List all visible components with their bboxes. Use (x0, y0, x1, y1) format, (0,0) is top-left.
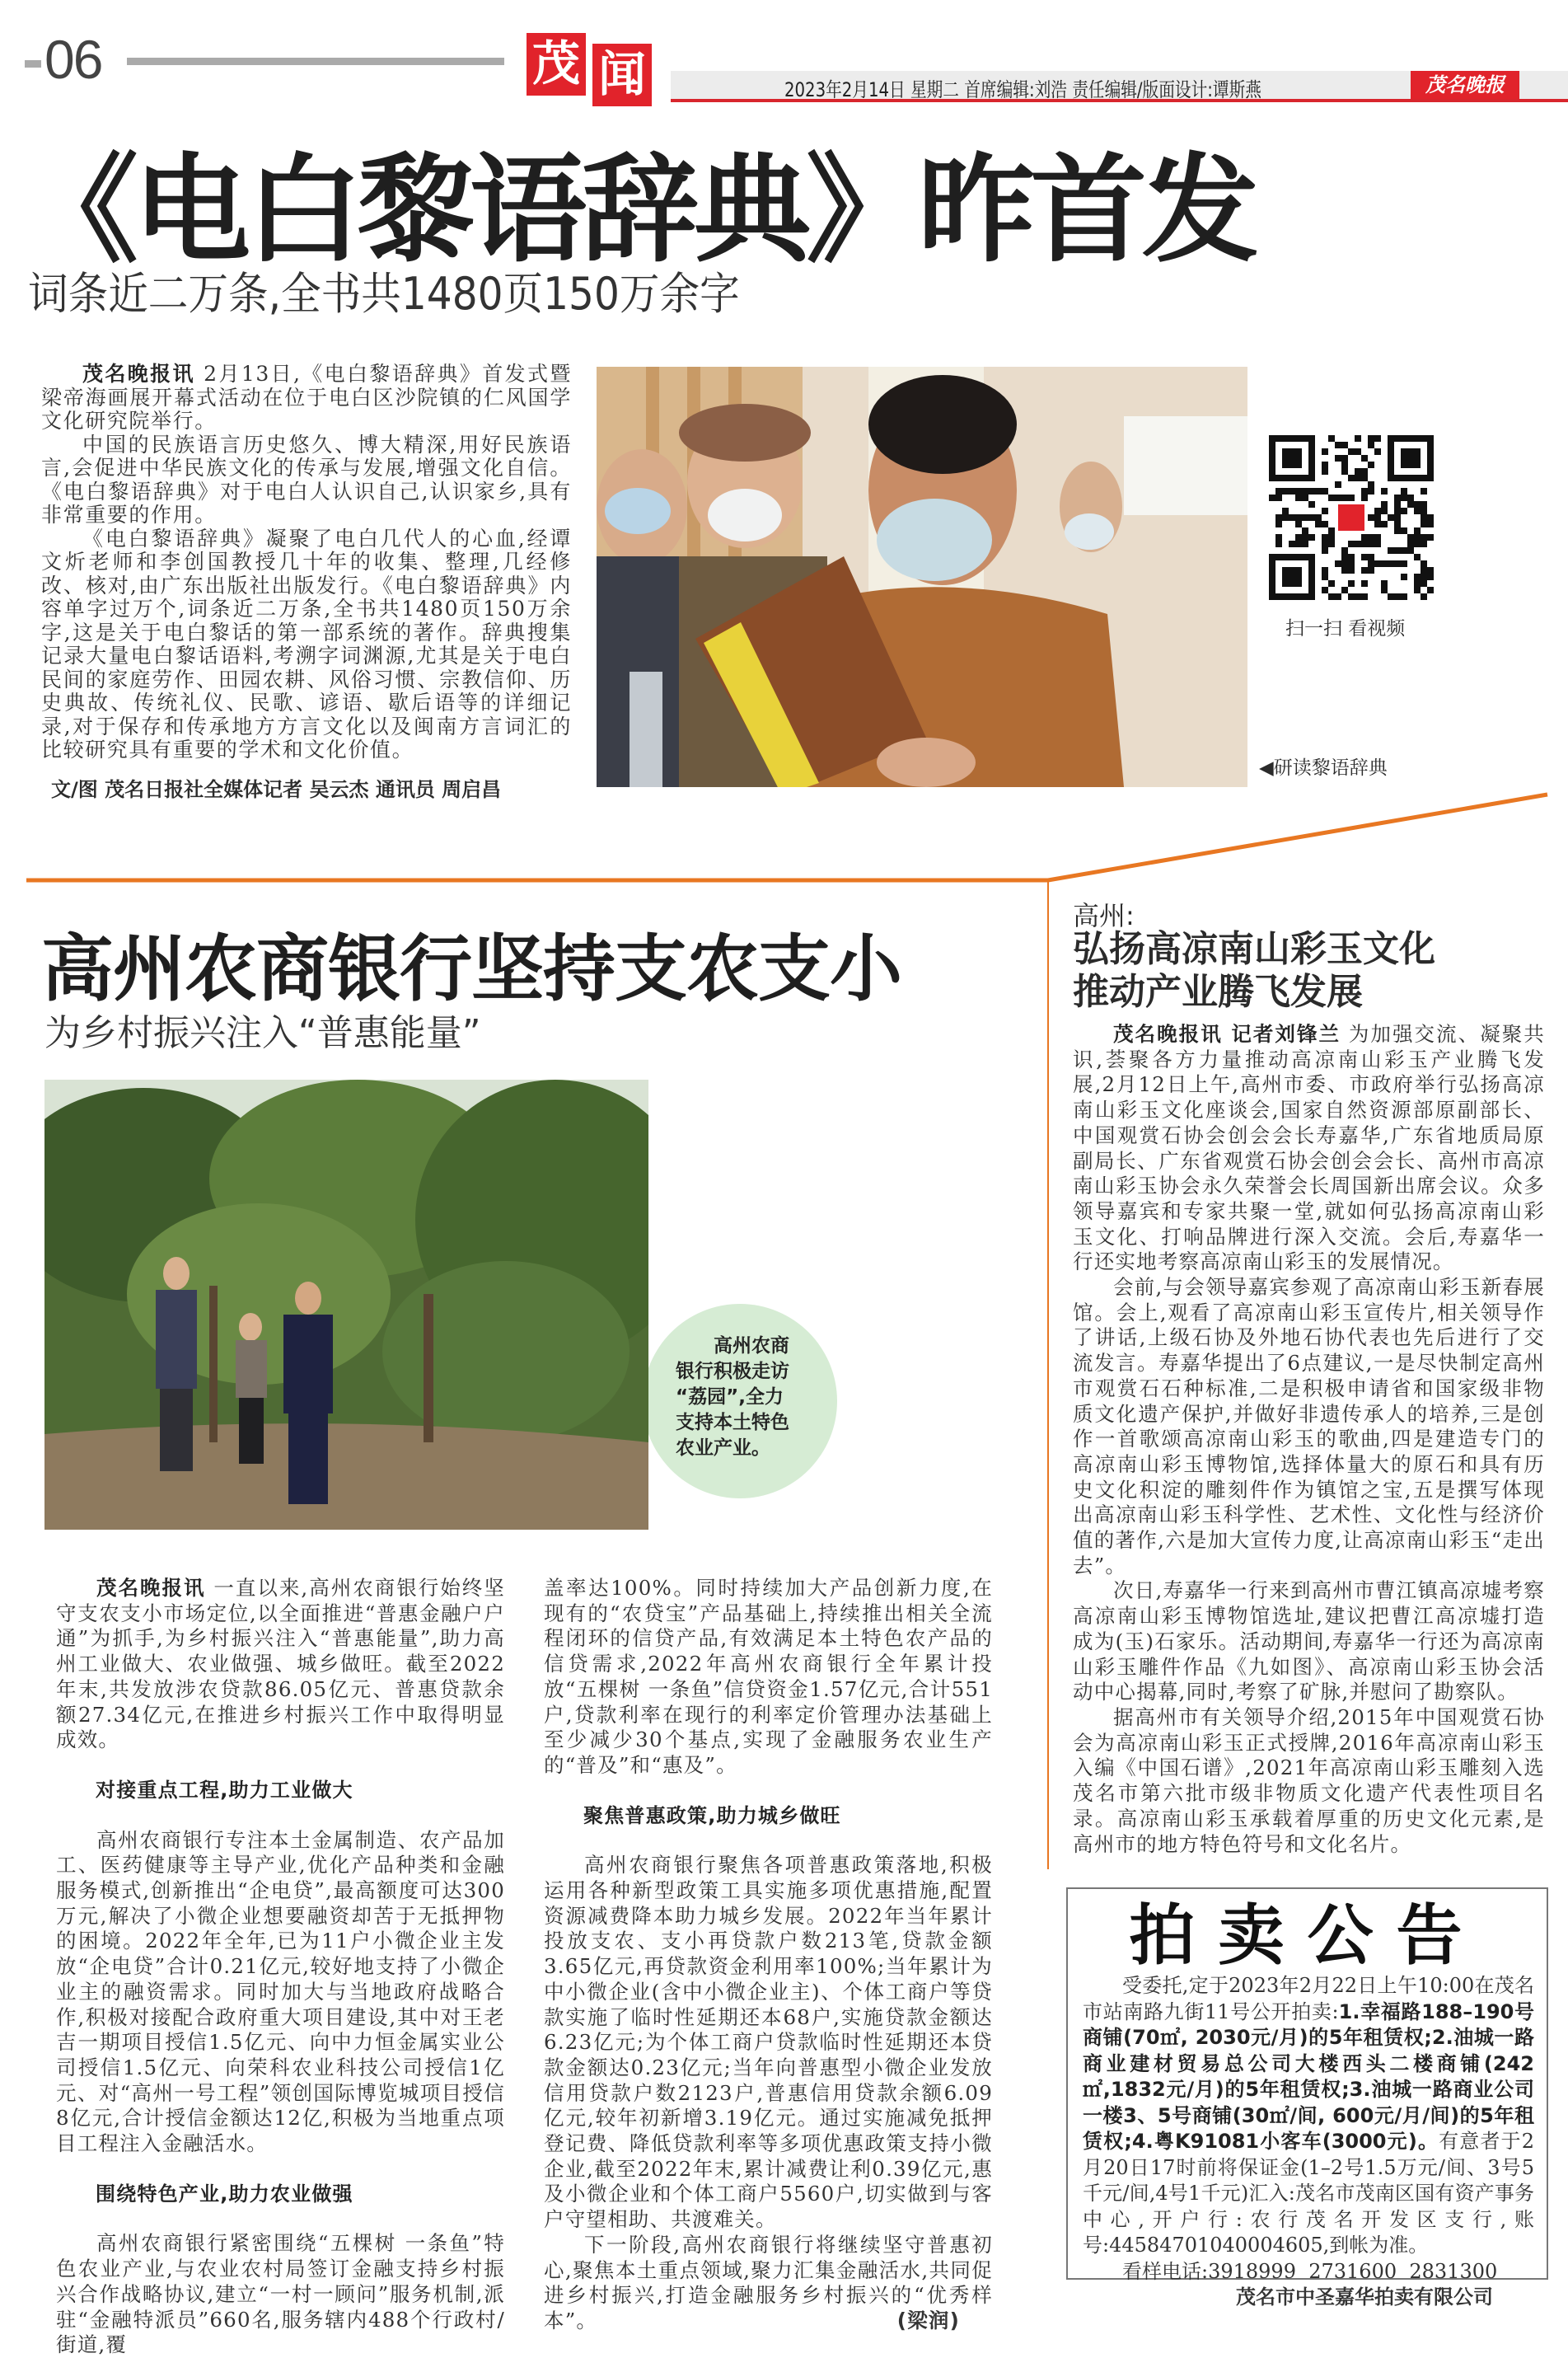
headline (1073, 928, 1435, 1014)
paragraph-text: 为加强交流、凝聚共识,荟聚各方力量推动高凉南山彩玉产业腾飞发展,2月12日上午,高州市委、市政府举行弘扬高凉南山彩玉文化座谈会,国家自然资源部原副部长、中国观赏石协会创会会长寿嘉华,广东省地质局原副局长、广东省观赏石协会创会会长、高州市高凉南山彩玉协会永久荣誉会长周国新出席会议。众多领导嘉宾和专家共聚一堂,就如何弘扬高凉南山彩玉文化、打响品牌进行深入交流。会后,寿嘉华一行还实地考察高凉南山彩玉的发展情况。 (1073, 1022, 1545, 1274)
byline: 文/图 茂名日报社全媒体记者 吴云杰 通讯员 周启昌 (51, 778, 502, 801)
qr-code-icon[interactable] (1269, 435, 1434, 600)
dateline: 茂名晚报讯 (96, 1576, 206, 1600)
paragraph: 会前,与会领导嘉宾参观了高凉南山彩玉新春展馆。会上,观看了高凉南山彩玉宣传片,相关领导作了讲话,上级石协及外地石协代表也先后进行了交流发言。寿嘉华提出了6点建议,一是尽快制定高州市观赏石石种标准,二是积极申请省和国家级非物质文化遗产保护,并做好非遗传承人的培养,三是创作一首歌颂高凉南山彩玉的歌曲,四是建造专门的高凉南山彩玉博物馆,选择体量大的原石和具有历史文化积淀的雕刻件作为镇馆之宝,五是撰写体现出高凉南山彩玉科学性、艺术性、文化性与经济价值的著作,六是加大宣传力度,让高凉南山彩玉“走出去”。 (1073, 1275, 1545, 1577)
paragraph: 次日,寿嘉华一行来到高州市曹江镇高凉墟考察高凉南山彩玉博物馆选址,建议把曹江高凉墟打造成为(玉)石家乐。活动期间,寿嘉华一行还为高凉南山彩玉雕件作品《九如图》、高凉南山彩玉协会活动中心揭幕,同时,考察了矿脉,并慰问了勘察队。 (1073, 1578, 1545, 1704)
article-body (41, 363, 572, 762)
paragraph-text: 2月13日,《电白黎语辞典》首发式暨梁帝海画展开幕式活动在位于电白区沙院镇的仁风国学文化研究院举行。 (41, 362, 572, 433)
qr-caption: 扫一扫 看视频 (1285, 618, 1406, 640)
auction-deposit: 有意者于2月20日17时前将保证金(1–2号1.5万元/间、3号5千元/间,4号1千元)汇入:茂名市茂南区国有资产事务中心,开户行:农行茂名开发区支行,账号:44584701040004605,到帐为准。 (1083, 2130, 1534, 2257)
section-heading: 围绕特色产业,助力农业做强 (96, 2182, 353, 2206)
paragraph: 据高州市有关领导介绍,2015年中国观赏石协会为高凉南山彩玉正式授牌,2016年高凉南山彩玉入编《中国石谱》,2021年高凉南山彩玉雕刻入选茂名市第六批市级非物质文化遗产代表性项目名录。高凉南山彩玉承载着厚重的历史文化元素,是高州市的地方特色符号和文化名片。 (1073, 1704, 1545, 1856)
paragraph (41, 363, 572, 434)
auction-notice (1066, 1887, 1548, 2309)
newspaper-logo: 茂名晚报 (1411, 71, 1519, 99)
paragraph: 中国的民族语言历史悠久、博大精深,用好民族语言,会促进中华民族文化的传承与发展,增强文化自信。《电白黎语辞典》对于电白人认识自己,认识家乡,具有非常重要的作用。 (41, 432, 572, 527)
photo-caption (676, 1334, 799, 1461)
paragraph: 高州农商银行紧密围绕“五棵树 一条鱼”特色农业产业,与农业农村局签订金融支持乡村振兴合作战略协议,建立“一村一顾问”服务机制,派驻“金融特派员”660名,服务辖内488个行政村/街道,覆 (56, 2231, 505, 2357)
auction-items: 1.幸福路188–190号商铺(70㎡, 2030元/月)的5年租赁权;2.油城一路商业建材贸易总公司大楼西头二楼商铺(242㎡,1832元/月)的5年租赁权;3.油城一路商业公司一楼3、5号商铺(30㎡/间, 600元/月/间)的5年租赁权;4.粤K91081小客车(3000元)。 (1083, 1999, 1535, 2153)
paragraph: 高州农商银行聚焦各项普惠政策落地,积极运用各种新型政策工具实施多项优惠措施,配置资源减费降本助力城乡发展。2022年当年累计投放支农、支小再贷款户数213笔,贷款金额3.65亿元,再贷款资金利用率100%;当年累计为中小微企业(含中小微企业主)、个体工商户等贷款实施了临时性延期还本68户,实施贷款金额达6.23亿元;为个体工商户贷款临时性延期还本贷款金额达0.23亿元;当年向普惠型小微企业发放信用贷款户数2123户,普惠信用贷款余额6.09亿元,较年初新增3.19亿元。通过实施减免抵押登记费、降低贷款利率等多项优惠政策支持小微企业,截至2022年末,累计减费让利0.39亿元,惠及小微企业和个体工商户5560户,切实做到与客户守望相助、共渡难关。 (544, 1853, 993, 2232)
headline-line: 弘扬高凉南山彩玉文化 (1073, 928, 1435, 970)
photo-caption: ◀研读黎语辞典 (1259, 757, 1388, 779)
paragraph (1083, 1973, 1534, 2259)
caption-line: 高州农商 (714, 1335, 789, 1357)
photo-reading-dictionary (597, 367, 1247, 787)
headline: 《电白黎语辞典》昨首发 (21, 143, 1254, 279)
caption-line: 农业产业。 (676, 1437, 770, 1459)
auction-company: 茂名市中圣嘉华拍卖有限公司 (1236, 2285, 1493, 2309)
section-heading: 聚焦普惠政策,助力城乡做旺 (583, 1803, 841, 1827)
section-heading: 对接重点工程,助力工业做大 (96, 1778, 353, 1802)
page-number-text: 06 (44, 29, 102, 90)
section-char-2: 闻 (592, 44, 652, 106)
auction-intro: 受委托,定于2023年2月22日上午10:00在茂名市站南路九街11号公开拍卖: (1083, 1974, 1534, 2023)
subheadline: 为乡村振兴注入“普惠能量” (44, 1012, 481, 1054)
headline: 高州农商银行坚持支农支小 (41, 926, 902, 1011)
dash-mark (25, 60, 41, 68)
paragraph: 高州农商银行专注本土金属制造、农产品加工、医药健康等主导产业,优化产品种类和金融服务模式,创新推出“企电贷”,最高额度可达300万元,解决了小微企业想要融资却苦于无抵押物的困境。2022年全年,已为11户小微企业主发放“企电贷”合计0.21亿元,较好地支持了小微企业主的融资需求。同时加大与当地政府战略合作,积极对接配合政府重大项目建设,其中对王老吉一期项目授信1.5亿元、向中力恒金属实业公司授信1.5亿元、向荣科农业科技公司授信1亿元、对“高州一号工程”领创国际博览城项目授信8亿元,合计授信金额达12亿,积极为当地重点项目工程注入金融活水。 (56, 1827, 505, 2156)
auction-body (1083, 1973, 1534, 2311)
paragraph: 《电白黎语辞典》凝聚了电白几代人的心血,经谭文炘老师和李创国教授几十年的收集、整理,几经修改、核对,由广东出版社出版发行。《电白黎语辞典》内容单字过万个,词条近二万条,全书共1480页150万余字,这是关于电白黎话的第一部系统的著作。辞典搜集记录大量电白黎话语料,考溯字词渊源,尤其是关于电白民间的家庭劳作、田园农耕、风俗习惯、宗教信仰、历史典故、传统礼仪、民歌、谚语、歇后语等的详细记录,对于保存和传承地方方言文化以及闽南方言词汇的比较研究具有重要的学术和文化价值。 (41, 526, 572, 762)
date-bar (671, 71, 1568, 102)
author: (梁润) (896, 2309, 960, 2332)
page-number (25, 28, 101, 91)
paragraph (56, 1576, 505, 1753)
photo-lychee-orchard (44, 1080, 648, 1530)
article-column-1 (56, 1576, 505, 2358)
section-char-1: 茂 (527, 33, 586, 96)
auction-title: 拍卖公告 (1129, 1896, 1486, 1974)
paragraph: 盖率达100%。同时持续加大产品创新力度,在现有的“农贷宝”产品基础上,持续推出相关全流程闭环的信贷产品,有效满足本土特色农产品的信贷需求,2022年高州农商银行全年累计投放“五棵树 一条鱼”信贷资金1.57亿元,合计551户,贷款利率在现行的利率定价管理办法基础上至少减少30个基点,实现了金融服务农业生产的“普及”和“惠及”。 (544, 1576, 993, 1777)
paragraph (1073, 1022, 1545, 1275)
subheadline: 词条近二万条,全书共1480页150万余字 (28, 268, 740, 320)
article-body (1073, 1022, 1545, 1857)
article-column-2 (544, 1576, 993, 2334)
headline-line: 推动产业腾飞发展 (1073, 971, 1363, 1013)
kicker: 高州: (1073, 900, 1135, 931)
phone-numbers: 看样电话:3918999 2731600 2831300 (1122, 2259, 1498, 2283)
dateline: 茂名晚报讯 记者刘锋兰 (1113, 1022, 1341, 1046)
date-line: 2023年2月14日 星期二 首席编辑:刘浩 责任编辑/版面设计:谭斯燕 (784, 78, 1261, 101)
paragraph-text: 一直以来,高州农商银行始终坚守支农支小市场定位,以全面推进“普惠金融户户通”为抓手,为乡村振兴注入“普惠能量”,助力高州工业做大、农业做强、城乡做旺。截至2022年末,共发放涉农贷款86.05亿元、普惠贷款余额27.34亿元,在推进乡村振兴工作中取得明显成效。 (56, 1576, 506, 1752)
paragraph: 下一阶段,高州农商银行将继续坚守普惠初心,聚焦本土重点领域,聚力汇集金融活水,共同促进乡村振兴,打造金融服务乡村振兴的“优秀样本”。 (544, 2232, 993, 2332)
dateline: 茂名晚报讯 (82, 362, 195, 386)
caption-line: 支持本土特色 (676, 1412, 789, 1433)
header-rule (127, 58, 504, 65)
caption-line: 银行积极走访 (676, 1361, 789, 1382)
caption-line: “荔园”,全力 (676, 1386, 784, 1408)
